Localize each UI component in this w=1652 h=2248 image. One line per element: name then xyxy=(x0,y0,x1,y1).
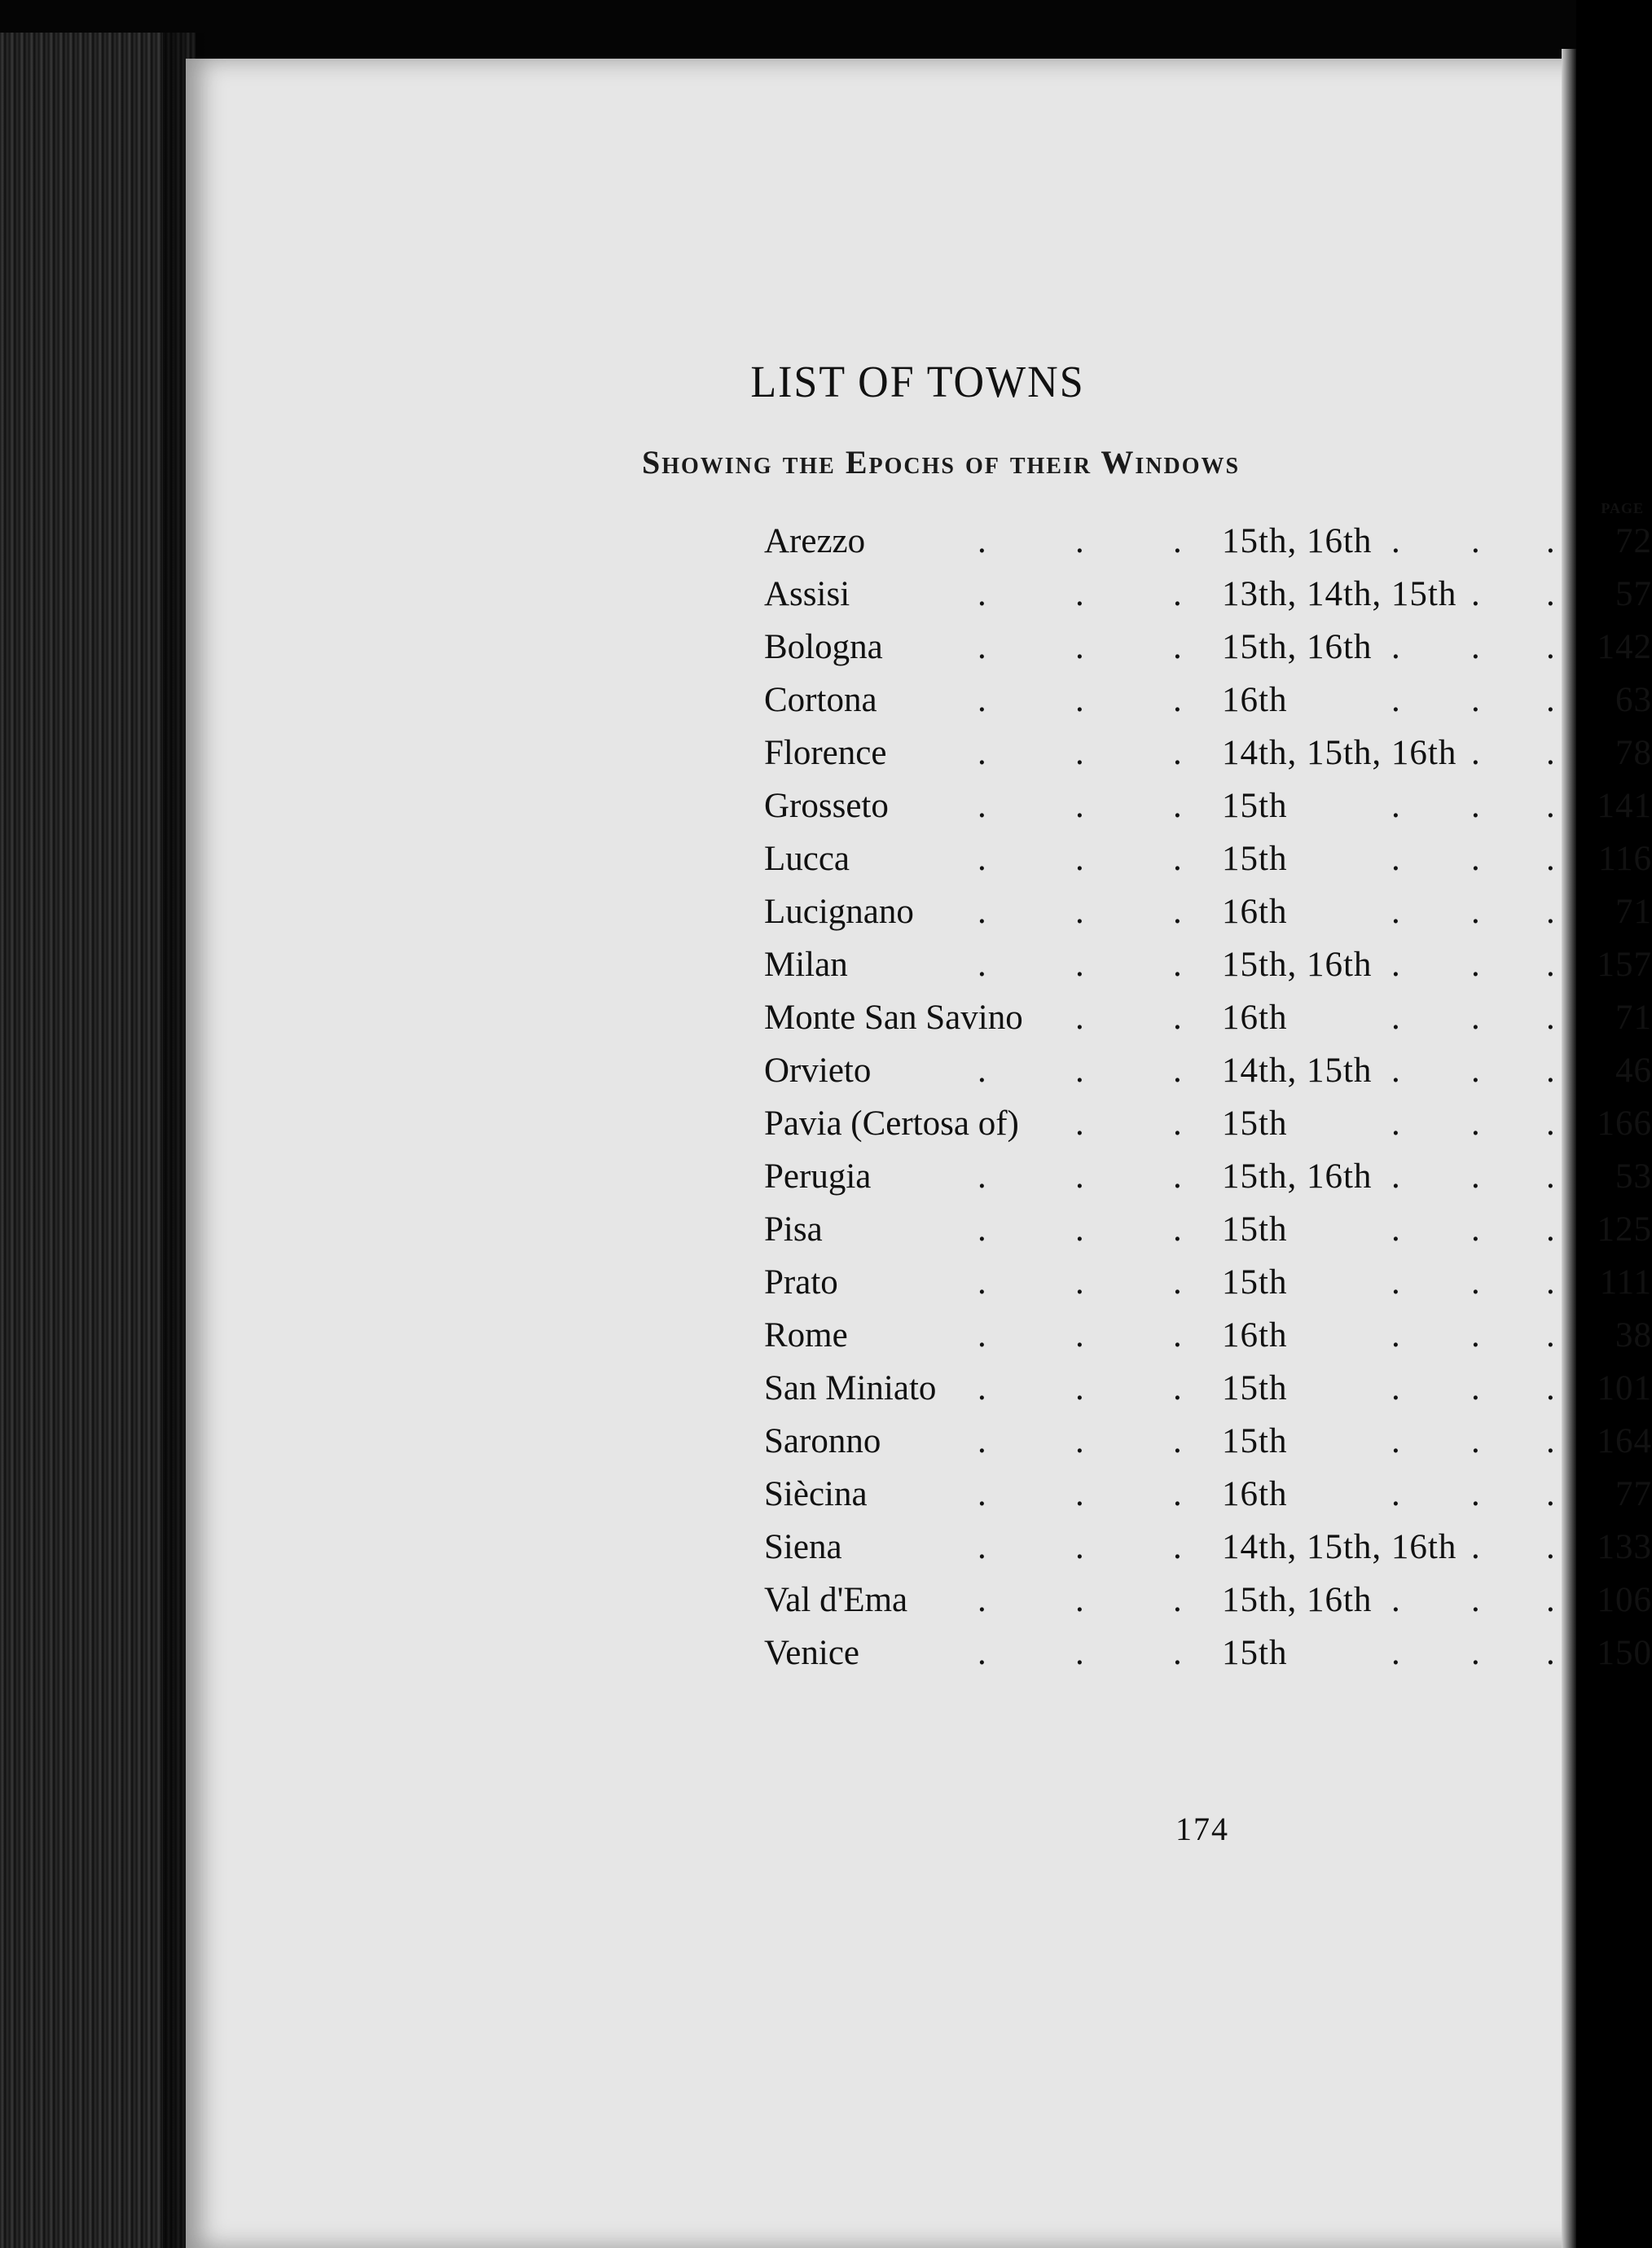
leader-dot: . xyxy=(1075,1581,1084,1619)
town-name: Siècina xyxy=(764,1475,868,1513)
leader-dot: . xyxy=(978,1210,986,1249)
page-reference: 63 xyxy=(1615,681,1652,719)
leader-dot: . xyxy=(1075,1104,1084,1143)
leader-dot: . xyxy=(1173,1581,1182,1619)
page-reference: 71 xyxy=(1615,999,1652,1037)
leader-dot: . xyxy=(1173,946,1182,984)
town-name: Orvieto xyxy=(764,1052,872,1090)
town-row xyxy=(764,1627,1652,1679)
leader-dot: . xyxy=(1173,575,1182,613)
leader-dot: . xyxy=(1546,1104,1555,1143)
town-row xyxy=(764,1150,1652,1203)
leader-dot: . xyxy=(1173,1316,1182,1355)
leader-dots xyxy=(764,1574,1652,1627)
page-reference: 116 xyxy=(1598,840,1652,878)
leader-dot: . xyxy=(1471,1581,1480,1619)
leader-dot: . xyxy=(1546,787,1555,825)
town-row xyxy=(764,568,1652,621)
leader-dot: . xyxy=(1075,1263,1084,1302)
leader-dot: . xyxy=(1546,628,1555,666)
leader-dot: . xyxy=(1075,522,1084,560)
leader-dot: . xyxy=(1173,1528,1182,1566)
leader-dots xyxy=(764,832,1652,885)
town-name: Perugia xyxy=(764,1157,872,1196)
leader-dot: . xyxy=(1075,1422,1084,1460)
leader-dot: . xyxy=(978,1157,986,1196)
leader-dots xyxy=(764,1150,1652,1203)
leader-dots xyxy=(764,938,1652,991)
town-row xyxy=(764,1362,1652,1415)
town-row xyxy=(764,991,1652,1044)
leader-dots xyxy=(764,885,1652,938)
leader-dot: . xyxy=(978,734,986,772)
leader-dots xyxy=(764,1097,1652,1150)
town-row xyxy=(764,1468,1652,1521)
page-number: 174 xyxy=(1175,1811,1229,1847)
page-reference: 101 xyxy=(1597,1369,1652,1407)
leader-dot: . xyxy=(1391,1581,1400,1619)
town-name: Pavia (Certosa of) xyxy=(764,1104,1019,1143)
town-row xyxy=(764,1256,1652,1309)
leader-dot: . xyxy=(1173,787,1182,825)
leader-dots xyxy=(764,515,1652,568)
leader-dot: . xyxy=(978,787,986,825)
leader-dot: . xyxy=(1075,734,1084,772)
leader-dots xyxy=(764,779,1652,832)
leader-dot: . xyxy=(1546,1581,1555,1619)
leader-dot: . xyxy=(1391,787,1400,825)
town-row xyxy=(764,1309,1652,1362)
page-reference: 53 xyxy=(1615,1157,1652,1196)
leader-dot: . xyxy=(1546,999,1555,1037)
leader-dot: . xyxy=(1471,1210,1480,1249)
town-name: Rome xyxy=(764,1316,848,1355)
leader-dot: . xyxy=(1546,1052,1555,1090)
town-row xyxy=(764,1097,1652,1150)
town-name: Arezzo xyxy=(764,522,866,560)
leader-dot: . xyxy=(1391,893,1400,931)
leader-dot: . xyxy=(1173,840,1182,878)
epoch-centuries: 15th xyxy=(1222,787,1288,825)
page-reference: 72 xyxy=(1615,522,1652,560)
leader-dot: . xyxy=(1391,628,1400,666)
leader-dot: . xyxy=(1075,1316,1084,1355)
page-reference: 125 xyxy=(1597,1210,1652,1249)
page-reference: 150 xyxy=(1597,1634,1652,1672)
epoch-centuries: 15th, 16th xyxy=(1222,946,1373,984)
leader-dot: . xyxy=(1546,1263,1555,1302)
leader-dot: . xyxy=(1173,1263,1182,1302)
leader-dot: . xyxy=(1471,1475,1480,1513)
leader-dot: . xyxy=(1471,1369,1480,1407)
town-row xyxy=(764,779,1652,832)
page-title: LIST OF TOWNS xyxy=(750,358,1085,407)
leader-dots xyxy=(764,674,1652,727)
book-page xyxy=(186,59,1652,2248)
leader-dots xyxy=(764,1415,1652,1468)
leader-dot: . xyxy=(1471,787,1480,825)
leader-dot: . xyxy=(1173,1052,1182,1090)
town-row xyxy=(764,1044,1652,1097)
leader-dot: . xyxy=(1173,734,1182,772)
leader-dot: . xyxy=(978,1316,986,1355)
town-row xyxy=(764,938,1652,991)
page-reference: 141 xyxy=(1597,787,1652,825)
leader-dot: . xyxy=(1173,1422,1182,1460)
leader-dot: . xyxy=(1471,628,1480,666)
page-column-heading: PAGE xyxy=(1601,500,1644,516)
leader-dot: . xyxy=(1546,1210,1555,1249)
leader-dot: . xyxy=(1173,1157,1182,1196)
leader-dot: . xyxy=(1391,1634,1400,1672)
leader-dots xyxy=(764,1044,1652,1097)
town-name: Bologna xyxy=(764,628,883,666)
town-name: Venice xyxy=(764,1634,859,1672)
town-name: Monte San Savino xyxy=(764,999,1023,1037)
leader-dot: . xyxy=(1546,946,1555,984)
leader-dot: . xyxy=(1471,1157,1480,1196)
leader-dots xyxy=(764,1362,1652,1415)
epoch-centuries: 15th xyxy=(1222,840,1288,878)
leader-dot: . xyxy=(978,840,986,878)
page-reference: 38 xyxy=(1615,1316,1652,1355)
leader-dot: . xyxy=(1173,1475,1182,1513)
leader-dot: . xyxy=(1173,1634,1182,1672)
leader-dot: . xyxy=(1075,787,1084,825)
leader-dot: . xyxy=(1546,1316,1555,1355)
epoch-centuries: 15th xyxy=(1222,1263,1288,1302)
leader-dot: . xyxy=(1471,1052,1480,1090)
leader-dot: . xyxy=(1173,522,1182,560)
leader-dot: . xyxy=(978,1422,986,1460)
epoch-centuries: 15th xyxy=(1222,1210,1288,1249)
leader-dot: . xyxy=(978,1475,986,1513)
town-row xyxy=(764,621,1652,674)
epoch-centuries: 14th, 15th xyxy=(1222,1052,1373,1090)
leader-dot: . xyxy=(978,628,986,666)
leader-dot: . xyxy=(1546,1369,1555,1407)
leader-dot: . xyxy=(1546,893,1555,931)
leader-dots xyxy=(764,568,1652,621)
page-reference: 106 xyxy=(1597,1581,1652,1619)
leader-dot: . xyxy=(1546,1528,1555,1566)
leader-dot: . xyxy=(1391,681,1400,719)
leader-dot: . xyxy=(1173,999,1182,1037)
epoch-centuries: 15th, 16th xyxy=(1222,522,1373,560)
town-name: Pisa xyxy=(764,1210,823,1249)
leader-dot: . xyxy=(1075,999,1084,1037)
leader-dot: . xyxy=(1546,734,1555,772)
epoch-centuries: 16th xyxy=(1222,1316,1288,1355)
leader-dot: . xyxy=(1173,1104,1182,1143)
leader-dots xyxy=(764,727,1652,779)
town-name: Cortona xyxy=(764,681,877,719)
epoch-centuries: 15th, 16th xyxy=(1222,628,1373,666)
leader-dot: . xyxy=(978,1052,986,1090)
page-reference: 71 xyxy=(1615,893,1652,931)
leader-dot: . xyxy=(1546,575,1555,613)
leader-dot: . xyxy=(978,1528,986,1566)
town-name: Grosseto xyxy=(764,787,889,825)
page-reference: 166 xyxy=(1597,1104,1652,1143)
page-reference: 111 xyxy=(1599,1263,1652,1302)
town-row xyxy=(764,1574,1652,1627)
leader-dot: . xyxy=(978,1634,986,1672)
scan-top-border xyxy=(0,0,1576,65)
town-row xyxy=(764,674,1652,727)
leader-dot: . xyxy=(978,893,986,931)
leader-dot: . xyxy=(978,522,986,560)
epoch-centuries: 15th, 16th xyxy=(1222,1581,1373,1619)
leader-dot: . xyxy=(1471,840,1480,878)
leader-dot: . xyxy=(1075,681,1084,719)
town-name: San Miniato xyxy=(764,1369,937,1407)
town-row xyxy=(764,515,1652,568)
leader-dot: . xyxy=(1391,1157,1400,1196)
leader-dot: . xyxy=(1075,840,1084,878)
town-row xyxy=(764,885,1652,938)
town-name: Siena xyxy=(764,1528,842,1566)
leader-dot: . xyxy=(1546,1475,1555,1513)
leader-dot: . xyxy=(1546,1634,1555,1672)
leader-dots xyxy=(764,621,1652,674)
leader-dots xyxy=(764,1468,1652,1521)
leader-dot: . xyxy=(1471,681,1480,719)
leader-dot: . xyxy=(1173,1369,1182,1407)
leader-dot: . xyxy=(1075,575,1084,613)
leader-dot: . xyxy=(978,946,986,984)
leader-dot: . xyxy=(978,1581,986,1619)
leader-dot: . xyxy=(1075,1634,1084,1672)
page-reference: 164 xyxy=(1597,1422,1652,1460)
leader-dot: . xyxy=(1391,1422,1400,1460)
town-row xyxy=(764,832,1652,885)
epoch-centuries: 16th xyxy=(1222,999,1288,1037)
town-name: Lucignano xyxy=(764,893,914,931)
page-reference: 78 xyxy=(1615,734,1652,772)
page-reference: 46 xyxy=(1615,1052,1652,1090)
leader-dot: . xyxy=(1471,999,1480,1037)
town-list xyxy=(764,515,1652,1679)
leader-dot: . xyxy=(1391,946,1400,984)
page-reference: 57 xyxy=(1615,575,1652,613)
leader-dots xyxy=(764,1256,1652,1309)
leader-dot: . xyxy=(1471,893,1480,931)
leader-dot: . xyxy=(1471,1422,1480,1460)
town-row xyxy=(764,1203,1652,1256)
leader-dots xyxy=(764,1627,1652,1679)
leader-dot: . xyxy=(1471,1528,1480,1566)
leader-dot: . xyxy=(1471,1634,1480,1672)
leader-dot: . xyxy=(1471,1316,1480,1355)
leader-dot: . xyxy=(1471,734,1480,772)
scan-right-border xyxy=(1562,49,1576,2248)
leader-dot: . xyxy=(1471,1263,1480,1302)
town-name: Florence xyxy=(764,734,887,772)
leader-dot: . xyxy=(1075,1528,1084,1566)
epoch-centuries: 16th xyxy=(1222,681,1288,719)
leader-dot: . xyxy=(1546,840,1555,878)
leader-dot: . xyxy=(978,1369,986,1407)
town-row xyxy=(764,1521,1652,1574)
town-name: Lucca xyxy=(764,840,850,878)
page-reference: 142 xyxy=(1597,628,1652,666)
leader-dot: . xyxy=(1075,1210,1084,1249)
leader-dots xyxy=(764,1203,1652,1256)
leader-dot: . xyxy=(1075,1157,1084,1196)
epoch-centuries: 15th, 16th xyxy=(1222,1157,1373,1196)
leader-dots xyxy=(764,1309,1652,1362)
leader-dot: . xyxy=(1391,1369,1400,1407)
town-name: Prato xyxy=(764,1263,838,1302)
leader-dot: . xyxy=(1173,681,1182,719)
leader-dot: . xyxy=(1391,1316,1400,1355)
leader-dot: . xyxy=(1173,628,1182,666)
leader-dot: . xyxy=(1546,522,1555,560)
leader-dot: . xyxy=(1471,1104,1480,1143)
leader-dot: . xyxy=(1075,1369,1084,1407)
town-name: Val d'Ema xyxy=(764,1581,908,1619)
epoch-centuries: 13th, 14th, 15th xyxy=(1222,575,1457,613)
leader-dot: . xyxy=(1391,1263,1400,1302)
epoch-centuries: 15th xyxy=(1222,1369,1288,1407)
leader-dot: . xyxy=(1546,1422,1555,1460)
leader-dots xyxy=(764,991,1652,1044)
leader-dot: . xyxy=(1075,1475,1084,1513)
leader-dot: . xyxy=(1471,946,1480,984)
leader-dot: . xyxy=(1173,893,1182,931)
leader-dot: . xyxy=(1391,999,1400,1037)
epoch-centuries: 16th xyxy=(1222,893,1288,931)
town-row xyxy=(764,727,1652,779)
epoch-centuries: 14th, 15th, 16th xyxy=(1222,1528,1457,1566)
leader-dot: . xyxy=(978,681,986,719)
town-name: Assisi xyxy=(764,575,850,613)
leader-dot: . xyxy=(1391,1210,1400,1249)
leader-dot: . xyxy=(1391,1104,1400,1143)
leader-dot: . xyxy=(1075,1052,1084,1090)
leader-dot: . xyxy=(1471,522,1480,560)
leader-dot: . xyxy=(1391,1052,1400,1090)
town-row xyxy=(764,1415,1652,1468)
page-subtitle: Showing the Epochs of their Windows xyxy=(642,444,1241,481)
leader-dot: . xyxy=(1075,946,1084,984)
town-name: Milan xyxy=(764,946,848,984)
leader-dot: . xyxy=(978,1263,986,1302)
leader-dot: . xyxy=(1391,840,1400,878)
leader-dot: . xyxy=(1173,1210,1182,1249)
epoch-centuries: 14th, 15th, 16th xyxy=(1222,734,1457,772)
leader-dot: . xyxy=(1546,681,1555,719)
page-reference: 157 xyxy=(1597,946,1652,984)
leader-dot: . xyxy=(978,575,986,613)
leader-dot: . xyxy=(1391,1475,1400,1513)
epoch-centuries: 15th xyxy=(1222,1104,1288,1143)
epoch-centuries: 16th xyxy=(1222,1475,1288,1513)
leader-dot: . xyxy=(1471,575,1480,613)
leader-dot: . xyxy=(1075,628,1084,666)
page-reference: 133 xyxy=(1597,1528,1652,1566)
epoch-centuries: 15th xyxy=(1222,1422,1288,1460)
leader-dot: . xyxy=(1075,893,1084,931)
page-reference: 77 xyxy=(1615,1475,1652,1513)
leader-dot: . xyxy=(1546,1157,1555,1196)
epoch-centuries: 15th xyxy=(1222,1634,1288,1672)
leader-dot: . xyxy=(1391,522,1400,560)
leader-dots xyxy=(764,1521,1652,1574)
town-name: Saronno xyxy=(764,1422,881,1460)
